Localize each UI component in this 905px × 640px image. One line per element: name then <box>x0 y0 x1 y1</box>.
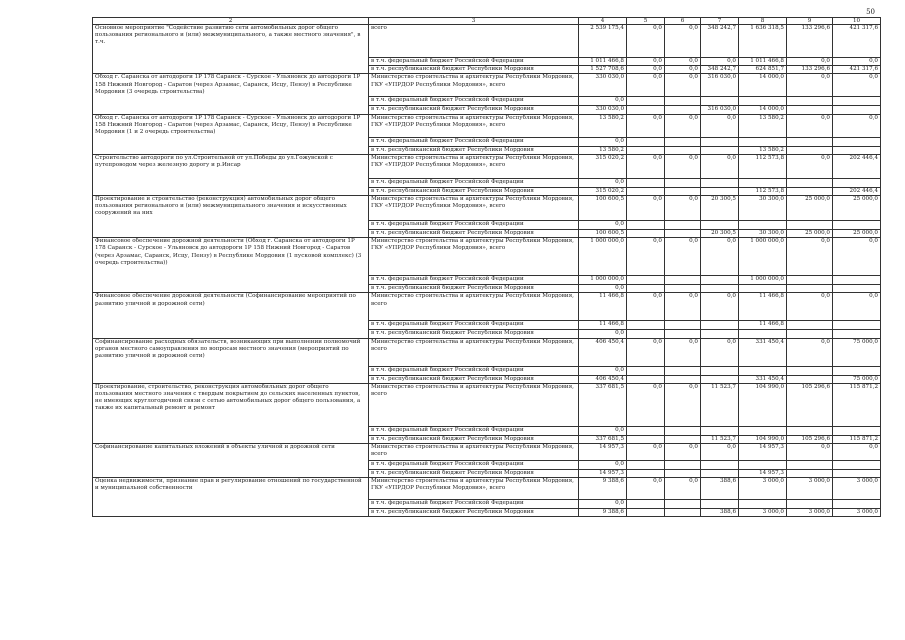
value-cell-col-5: 0,0 <box>627 478 665 500</box>
value-cell-col-9: 25 000,0 <box>787 196 833 221</box>
value-cell-col-9: 105 296,6 <box>787 383 833 426</box>
value-cell-col-6: 0,0 <box>665 58 701 66</box>
value-cell-col-7 <box>701 137 739 146</box>
value-cell-col-5 <box>627 276 665 285</box>
table-row <box>93 25 881 58</box>
value-cell-col-5: 0,0 <box>627 74 665 97</box>
funding-source-cell: в т.ч. федеральный бюджет Российской Федерации <box>369 137 579 146</box>
funding-source-cell: в т.ч. федеральный бюджет Российской Федерации <box>369 461 579 470</box>
value-cell-col-5 <box>627 221 665 230</box>
value-cell-col-5 <box>627 461 665 470</box>
value-cell-col-5 <box>627 470 665 478</box>
value-cell-col-6 <box>665 106 701 114</box>
funding-source-cell: в т.ч. федеральный бюджет Российской Федерации <box>369 321 579 330</box>
funding-source-cell: в т.ч. федеральный бюджет Российской Федерации <box>369 500 579 509</box>
value-cell-col-6: 0,0 <box>665 238 701 276</box>
value-cell-col-10: 75 000,0 <box>833 338 881 366</box>
funding-source-cell: в т.ч. республиканский бюджет Республики Мордовия <box>369 375 579 383</box>
funding-source-cell: Министерство строительства и архитектуры Республики Мордовия, всего <box>369 383 579 426</box>
value-cell-col-7: 316 030,0 <box>701 106 739 114</box>
funding-source-cell: в т.ч. республиканский бюджет Республики Мордовия <box>369 230 579 238</box>
event-name-cell: Обход г. Саранска от автодороги 1Р 178 Саранск - Сурское - Ульяновск до автодороги 1Р 158 Нижний Новгород - Саратов (через Арзамас, Саранск, Исцу, Пензу) в Республике Мордовия (3 очередь строительства) <box>93 74 369 114</box>
value-cell-col-7: 0,0 <box>701 154 739 178</box>
funding-source-cell: Министерство строительства и архитектуры Республики Мордовия, ГКУ «УПРДОР Республики Мордовия», всего <box>369 114 579 137</box>
value-cell-col-5 <box>627 178 665 187</box>
value-cell-col-9: 0,0 <box>787 293 833 321</box>
table-row <box>93 444 881 461</box>
value-cell-col-6: 0,0 <box>665 66 701 74</box>
value-cell-col-7 <box>701 461 739 470</box>
value-cell-col-8: 13 580,2 <box>739 146 787 154</box>
value-cell-col-6 <box>665 426 701 435</box>
value-cell-col-5 <box>627 146 665 154</box>
value-cell-col-9: 133 296,6 <box>787 66 833 74</box>
value-cell-col-10 <box>833 366 881 375</box>
value-cell-col-4: 337 681,5 <box>579 383 627 426</box>
value-cell-col-9 <box>787 321 833 330</box>
funding-source-cell: в т.ч. республиканский бюджет Республики Мордовия <box>369 470 579 478</box>
value-cell-col-5: 0,0 <box>627 58 665 66</box>
event-name-cell: Финансовое обеспечение дорожной деятельности (Обход г. Саранска от автодороги 1Р 178 Саранск - Сурское - Ульяновск до автодороги 1Р 158 Нижний Новгород - Саратов (через Арзамас, Саранск, Исцу, Пензу) в Республике Мордовия (1 пусковой комплекс) (3 очередь строительства)) <box>93 238 369 293</box>
value-cell-col-9: 0,0 <box>787 338 833 366</box>
value-cell-col-6: 0,0 <box>665 196 701 221</box>
value-cell-col-7 <box>701 187 739 195</box>
value-cell-col-7: 20 300,5 <box>701 196 739 221</box>
value-cell-col-4: 330 030,0 <box>579 106 627 114</box>
event-name-cell: Обход г. Саранска от автодороги 1Р 178 Саранск - Сурское - Ульяновск до автодороги 1Р 158 Нижний Новгород - Саратов (через Арзамас, Саранск, Исцу, Пензу) в Республике Мордовия (1 и 2 очередь строительства) <box>93 114 369 154</box>
value-cell-col-7 <box>701 500 739 509</box>
value-cell-col-7: 348 242,7 <box>701 66 739 74</box>
value-cell-col-7: 0,0 <box>701 58 739 66</box>
value-cell-col-9: 0,0 <box>787 58 833 66</box>
value-cell-col-6 <box>665 285 701 293</box>
value-cell-col-7 <box>701 285 739 293</box>
funding-source-cell: в т.ч. федеральный бюджет Российской Федерации <box>369 276 579 285</box>
value-cell-col-4: 1 000 000,0 <box>579 276 627 285</box>
value-cell-col-5 <box>627 230 665 238</box>
value-cell-col-10: 0,0 <box>833 293 881 321</box>
column-number-2: 2 <box>93 18 369 25</box>
value-cell-col-9 <box>787 366 833 375</box>
value-cell-col-5: 0,0 <box>627 444 665 461</box>
event-name-cell: Софинансирование расходных обязательств, возникающих при выполнении полномочий органов местного самоуправления по вопросам местного значения (мероприятий по развитию уличной и дорожной сети) <box>93 338 369 383</box>
value-cell-col-4: 330 030,0 <box>579 74 627 97</box>
table-row <box>93 74 881 97</box>
column-number-6: 6 <box>665 18 701 25</box>
value-cell-col-4: 0,0 <box>579 221 627 230</box>
value-cell-col-4: 100 600,5 <box>579 230 627 238</box>
value-cell-col-10 <box>833 500 881 509</box>
value-cell-col-8: 14 957,3 <box>739 470 787 478</box>
value-cell-col-10: 421 317,6 <box>833 66 881 74</box>
value-cell-col-4: 337 681,5 <box>579 435 627 443</box>
column-number-3: 3 <box>369 18 579 25</box>
value-cell-col-4: 11 466,8 <box>579 293 627 321</box>
value-cell-col-9 <box>787 137 833 146</box>
value-cell-col-4: 1 527 708,6 <box>579 66 627 74</box>
value-cell-col-6 <box>665 187 701 195</box>
value-cell-col-7 <box>701 146 739 154</box>
value-cell-col-8 <box>739 97 787 106</box>
value-cell-col-8: 1 000 000,0 <box>739 238 787 276</box>
value-cell-col-9 <box>787 375 833 383</box>
value-cell-col-7 <box>701 366 739 375</box>
funding-source-cell: в т.ч. республиканский бюджет Республики Мордовия <box>369 146 579 154</box>
value-cell-col-10: 0,0 <box>833 114 881 137</box>
value-cell-col-5: 0,0 <box>627 383 665 426</box>
value-cell-col-6 <box>665 330 701 338</box>
event-name-cell: Проектирование и строительство (реконструкция) автомобильных дорог общего пользования регионального и (или) межмуниципального значения и искусственных сооружений на них <box>93 196 369 238</box>
value-cell-col-4: 14 957,3 <box>579 444 627 461</box>
value-cell-col-5 <box>627 187 665 195</box>
value-cell-col-8: 14 000,0 <box>739 74 787 97</box>
value-cell-col-8: 104 990,0 <box>739 383 787 426</box>
value-cell-col-5 <box>627 106 665 114</box>
value-cell-col-8: 331 450,4 <box>739 338 787 366</box>
value-cell-col-9 <box>787 461 833 470</box>
value-cell-col-9 <box>787 106 833 114</box>
value-cell-col-10 <box>833 137 881 146</box>
value-cell-col-9: 105 296,6 <box>787 435 833 443</box>
value-cell-col-7: 20 300,5 <box>701 230 739 238</box>
page-number: 50 <box>866 8 875 16</box>
value-cell-col-7 <box>701 97 739 106</box>
value-cell-col-6 <box>665 137 701 146</box>
funding-source-cell: в т.ч. федеральный бюджет Российской Федерации <box>369 366 579 375</box>
value-cell-col-9 <box>787 178 833 187</box>
funding-source-cell: в т.ч. республиканский бюджет Республики Мордовия <box>369 330 579 338</box>
value-cell-col-9: 0,0 <box>787 238 833 276</box>
value-cell-col-9: 3 000,0 <box>787 509 833 517</box>
funding-source-cell: в т.ч. республиканский бюджет Республики Мордовия <box>369 285 579 293</box>
value-cell-col-10 <box>833 106 881 114</box>
value-cell-col-8: 11 466,8 <box>739 321 787 330</box>
value-cell-col-5 <box>627 426 665 435</box>
value-cell-col-6 <box>665 321 701 330</box>
value-cell-col-5: 0,0 <box>627 25 665 58</box>
value-cell-col-9 <box>787 276 833 285</box>
value-cell-col-6 <box>665 375 701 383</box>
value-cell-col-9 <box>787 500 833 509</box>
value-cell-col-7: 11 523,7 <box>701 435 739 443</box>
value-cell-col-5: 0,0 <box>627 293 665 321</box>
value-cell-col-10: 115 871,2 <box>833 383 881 426</box>
value-cell-col-8 <box>739 461 787 470</box>
value-cell-col-5: 0,0 <box>627 338 665 366</box>
value-cell-col-8: 14 000,0 <box>739 106 787 114</box>
value-cell-col-5 <box>627 435 665 443</box>
value-cell-col-8 <box>739 137 787 146</box>
value-cell-col-10: 25 000,0 <box>833 230 881 238</box>
value-cell-col-4: 0,0 <box>579 137 627 146</box>
value-cell-col-9: 0,0 <box>787 114 833 137</box>
table-row <box>93 154 881 178</box>
value-cell-col-8: 1 636 318,5 <box>739 25 787 58</box>
value-cell-col-7 <box>701 178 739 187</box>
column-number-4: 4 <box>579 18 627 25</box>
funding-source-cell: Министерство строительства и архитектуры Республики Мордовия, всего <box>369 338 579 366</box>
value-cell-col-4: 2 539 175,4 <box>579 25 627 58</box>
value-cell-col-9: 25 000,0 <box>787 230 833 238</box>
event-name-cell: Финансовое обеспечение дорожной деятельности (Софинансирование мероприятий по развитию уличной и дорожной сети) <box>93 293 369 338</box>
value-cell-col-7: 0,0 <box>701 114 739 137</box>
value-cell-col-7: 0,0 <box>701 238 739 276</box>
value-cell-col-8: 104 990,0 <box>739 435 787 443</box>
value-cell-col-4: 0,0 <box>579 426 627 435</box>
value-cell-col-5 <box>627 375 665 383</box>
value-cell-col-6: 0,0 <box>665 444 701 461</box>
value-cell-col-4: 13 580,2 <box>579 114 627 137</box>
value-cell-col-7: 0,0 <box>701 444 739 461</box>
value-cell-col-8 <box>739 330 787 338</box>
value-cell-col-8 <box>739 221 787 230</box>
value-cell-col-8: 112 573,8 <box>739 154 787 178</box>
funding-source-cell: в т.ч. республиканский бюджет Республики Мордовия <box>369 187 579 195</box>
table-row <box>93 478 881 500</box>
value-cell-col-8: 1 000 000,0 <box>739 276 787 285</box>
table-row <box>93 238 881 276</box>
value-cell-col-10: 0,0 <box>833 444 881 461</box>
value-cell-col-6 <box>665 97 701 106</box>
value-cell-col-4: 13 580,2 <box>579 146 627 154</box>
funding-source-cell: в т.ч. федеральный бюджет Российской Федерации <box>369 97 579 106</box>
value-cell-col-5 <box>627 321 665 330</box>
value-cell-col-7 <box>701 330 739 338</box>
value-cell-col-5 <box>627 500 665 509</box>
value-cell-col-8: 3 000,0 <box>739 478 787 500</box>
funding-source-cell: в т.ч. республиканский бюджет Республики Мордовия <box>369 509 579 517</box>
value-cell-col-8 <box>739 285 787 293</box>
value-cell-col-5: 0,0 <box>627 66 665 74</box>
value-cell-col-8: 11 466,8 <box>739 293 787 321</box>
value-cell-col-6: 0,0 <box>665 114 701 137</box>
value-cell-col-4: 9 388,6 <box>579 509 627 517</box>
table-row <box>93 338 881 366</box>
funding-source-cell: Министерство строительства и архитектуры Республики Мордовия, ГКУ «УПРДОР Республики Мордовия», всего <box>369 196 579 221</box>
value-cell-col-4: 315 020,2 <box>579 154 627 178</box>
event-name-cell: Софинансирование капитальных вложений в объекты уличной и дорожной сети <box>93 444 369 478</box>
value-cell-col-9: 0,0 <box>787 154 833 178</box>
value-cell-col-5 <box>627 509 665 517</box>
value-cell-col-5 <box>627 97 665 106</box>
value-cell-col-6 <box>665 509 701 517</box>
value-cell-col-10: 0,0 <box>833 58 881 66</box>
value-cell-col-10: 421 317,6 <box>833 25 881 58</box>
value-cell-col-7 <box>701 375 739 383</box>
value-cell-col-6 <box>665 470 701 478</box>
value-cell-col-10: 0,0 <box>833 238 881 276</box>
value-cell-col-10 <box>833 470 881 478</box>
value-cell-col-4: 14 957,3 <box>579 470 627 478</box>
value-cell-col-10: 3 000,0 <box>833 509 881 517</box>
value-cell-col-9: 3 000,0 <box>787 478 833 500</box>
value-cell-col-7: 388,6 <box>701 509 739 517</box>
table-row <box>93 114 881 137</box>
value-cell-col-4: 100 600,5 <box>579 196 627 221</box>
value-cell-col-10 <box>833 330 881 338</box>
value-cell-col-9 <box>787 97 833 106</box>
value-cell-col-9 <box>787 330 833 338</box>
funding-source-cell: в т.ч. федеральный бюджет Российской Федерации <box>369 426 579 435</box>
value-cell-col-8 <box>739 366 787 375</box>
value-cell-col-10 <box>833 285 881 293</box>
value-cell-col-4: 9 388,6 <box>579 478 627 500</box>
value-cell-col-10: 0,0 <box>833 74 881 97</box>
value-cell-col-7: 0,0 <box>701 293 739 321</box>
funding-source-cell: Министерство строительства и архитектуры Республики Мордовия, ГКУ «УПРДОР Республики Мордовия», всего <box>369 74 579 97</box>
value-cell-col-10 <box>833 461 881 470</box>
funding-source-cell: всего <box>369 25 579 58</box>
table-row <box>93 293 881 321</box>
value-cell-col-6: 0,0 <box>665 25 701 58</box>
value-cell-col-4: 0,0 <box>579 330 627 338</box>
value-cell-col-10 <box>833 276 881 285</box>
value-cell-col-10: 202 446,4 <box>833 187 881 195</box>
value-cell-col-7 <box>701 321 739 330</box>
value-cell-col-7: 388,6 <box>701 478 739 500</box>
value-cell-col-4: 315 020,2 <box>579 187 627 195</box>
funding-source-cell: Министерство строительства и архитектуры Республики Мордовия, ГКУ «УПРДОР Республики Мордовия», всего <box>369 238 579 276</box>
value-cell-col-4: 1 000 000,0 <box>579 238 627 276</box>
event-name-cell: Строительство автодороги по ул.Строительной от ул.Победы до ул.Гожувской с путепроводом через железную дорогу и р.Инсар <box>93 154 369 195</box>
value-cell-col-6 <box>665 500 701 509</box>
column-number-7: 7 <box>701 18 739 25</box>
funding-source-cell: в т.ч. республиканский бюджет Республики Мордовия <box>369 66 579 74</box>
value-cell-col-5 <box>627 285 665 293</box>
value-cell-col-4: 0,0 <box>579 366 627 375</box>
value-cell-col-10 <box>833 426 881 435</box>
value-cell-col-5 <box>627 366 665 375</box>
value-cell-col-8: 331 450,4 <box>739 375 787 383</box>
value-cell-col-4: 406 450,4 <box>579 338 627 366</box>
value-cell-col-6 <box>665 146 701 154</box>
value-cell-col-7: 316 030,0 <box>701 74 739 97</box>
value-cell-col-8: 30 300,0 <box>739 230 787 238</box>
value-cell-col-6 <box>665 221 701 230</box>
event-name-cell: Проектирование, строительство, реконструкция автомобильных дорог общего пользования местного значения с твердым покрытием до сельских населенных пунктов, не имеющих круглогодичной связи с сетью автомобильных дорог общего пользования, а также их капитальный ремонт и ремонт <box>93 383 369 443</box>
funding-source-cell: Министерство строительства и архитектуры Республики Мордовия, ГКУ «УПРДОР Республики Мордовия», всего <box>369 478 579 500</box>
value-cell-col-8 <box>739 178 787 187</box>
value-cell-col-9: 133 296,6 <box>787 25 833 58</box>
event-name-cell: Оценка недвижимости, признание прав и регулирование отношений по государственной и муниципальной собственности <box>93 478 369 517</box>
value-cell-col-9 <box>787 285 833 293</box>
value-cell-col-6 <box>665 178 701 187</box>
value-cell-col-5: 0,0 <box>627 114 665 137</box>
value-cell-col-10: 75 000,0 <box>833 375 881 383</box>
budget-table <box>92 17 881 517</box>
funding-source-cell: Министерство строительства и архитектуры Республики Мордовия, всего <box>369 444 579 461</box>
value-cell-col-9 <box>787 221 833 230</box>
value-cell-col-10 <box>833 221 881 230</box>
value-cell-col-9: 0,0 <box>787 444 833 461</box>
value-cell-col-7: 11 523,7 <box>701 383 739 426</box>
value-cell-col-8: 13 580,2 <box>739 114 787 137</box>
funding-source-cell: в т.ч. федеральный бюджет Российской Федерации <box>369 221 579 230</box>
header-row <box>93 18 881 25</box>
value-cell-col-8: 14 957,3 <box>739 444 787 461</box>
event-name-cell: Основное мероприятие "Содействие развитию сети автомобильных дорог общего пользования регионального и (или) межмуниципального, а также местного значения", в т.ч. <box>93 25 369 74</box>
funding-source-cell: в т.ч. республиканский бюджет Республики Мордовия <box>369 435 579 443</box>
value-cell-col-8 <box>739 500 787 509</box>
value-cell-col-6: 0,0 <box>665 293 701 321</box>
value-cell-col-10 <box>833 146 881 154</box>
value-cell-col-7: 0,0 <box>701 338 739 366</box>
value-cell-col-7: 348 242,7 <box>701 25 739 58</box>
value-cell-col-7 <box>701 221 739 230</box>
funding-source-cell: Министерство строительства и архитектуры Республики Мордовия, ГКУ «УПРДОР Республики Мордовия», всего <box>369 154 579 178</box>
value-cell-col-6: 0,0 <box>665 74 701 97</box>
value-cell-col-6: 0,0 <box>665 383 701 426</box>
value-cell-col-4: 0,0 <box>579 97 627 106</box>
funding-source-cell: Министерство строительства и архитектуры Республики Мордовия, всего <box>369 293 579 321</box>
funding-source-cell: в т.ч. федеральный бюджет Российской Федерации <box>369 58 579 66</box>
value-cell-col-6 <box>665 276 701 285</box>
value-cell-col-5: 0,0 <box>627 196 665 221</box>
value-cell-col-6: 0,0 <box>665 338 701 366</box>
value-cell-col-10: 3 000,0 <box>833 478 881 500</box>
value-cell-col-9 <box>787 187 833 195</box>
value-cell-col-10 <box>833 178 881 187</box>
value-cell-col-5 <box>627 330 665 338</box>
value-cell-col-9: 0,0 <box>787 74 833 97</box>
value-cell-col-5: 0,0 <box>627 154 665 178</box>
value-cell-col-10 <box>833 97 881 106</box>
value-cell-col-4: 406 450,4 <box>579 375 627 383</box>
table-row <box>93 196 881 221</box>
value-cell-col-6 <box>665 366 701 375</box>
value-cell-col-5: 0,0 <box>627 238 665 276</box>
column-number-5: 5 <box>627 18 665 25</box>
value-cell-col-8: 3 000,0 <box>739 509 787 517</box>
value-cell-col-9 <box>787 146 833 154</box>
value-cell-col-8: 112 573,8 <box>739 187 787 195</box>
value-cell-col-4: 0,0 <box>579 285 627 293</box>
value-cell-col-4: 11 466,8 <box>579 321 627 330</box>
funding-source-cell: в т.ч. республиканский бюджет Республики Мордовия <box>369 106 579 114</box>
value-cell-col-8: 1 011 466,8 <box>739 58 787 66</box>
value-cell-col-10: 25 000,0 <box>833 196 881 221</box>
column-number-10: 10 <box>833 18 881 25</box>
value-cell-col-10 <box>833 321 881 330</box>
value-cell-col-4: 1 011 466,8 <box>579 58 627 66</box>
value-cell-col-9 <box>787 426 833 435</box>
column-number-9: 9 <box>787 18 833 25</box>
value-cell-col-6: 0,0 <box>665 154 701 178</box>
value-cell-col-7 <box>701 426 739 435</box>
value-cell-col-6 <box>665 435 701 443</box>
value-cell-col-4: 0,0 <box>579 500 627 509</box>
value-cell-col-6 <box>665 230 701 238</box>
funding-source-cell: в т.ч. федеральный бюджет Российской Федерации <box>369 178 579 187</box>
value-cell-col-5 <box>627 137 665 146</box>
value-cell-col-7 <box>701 470 739 478</box>
value-cell-col-4: 0,0 <box>579 461 627 470</box>
value-cell-col-10: 115 871,2 <box>833 435 881 443</box>
value-cell-col-10: 202 446,4 <box>833 154 881 178</box>
value-cell-col-9 <box>787 470 833 478</box>
value-cell-col-6: 0,0 <box>665 478 701 500</box>
value-cell-col-6 <box>665 461 701 470</box>
value-cell-col-8 <box>739 426 787 435</box>
value-cell-col-4: 0,0 <box>579 178 627 187</box>
table-row <box>93 383 881 426</box>
column-number-8: 8 <box>739 18 787 25</box>
value-cell-col-8: 624 851,7 <box>739 66 787 74</box>
value-cell-col-8: 30 300,0 <box>739 196 787 221</box>
value-cell-col-7 <box>701 276 739 285</box>
